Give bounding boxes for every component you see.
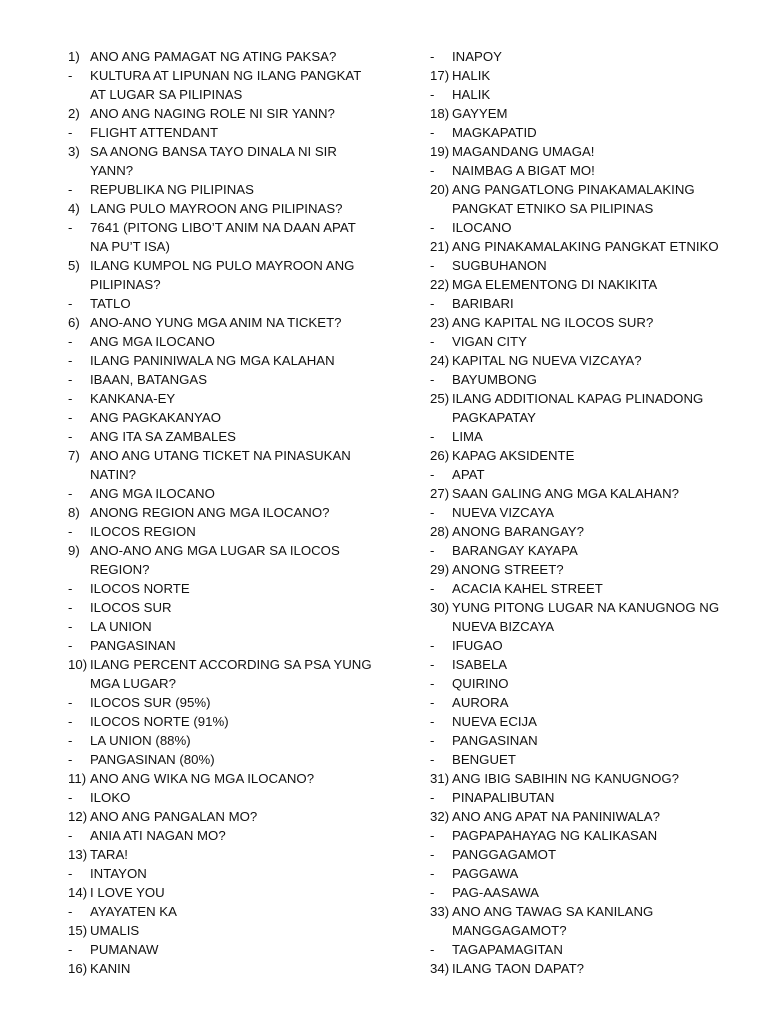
line-marker: - <box>68 410 73 425</box>
answer-line <box>430 256 750 275</box>
line-text: ILANG KUMPOL NG PULO MAYROON ANG <box>90 258 355 273</box>
answer-line <box>68 294 418 313</box>
question-line <box>68 883 418 902</box>
answer-line <box>430 674 750 693</box>
line-text: MAGANDANG UMAGA! <box>452 144 595 159</box>
line-text: TARA! <box>90 847 128 862</box>
answer-line <box>68 617 418 636</box>
continuation-line <box>68 85 418 104</box>
answer-line <box>430 85 750 104</box>
line-text: ANO-ANO ANG MGA LUGAR SA ILOCOS <box>90 543 340 558</box>
answer-line <box>430 731 750 750</box>
line-marker: - <box>430 429 435 444</box>
line-marker: - <box>68 619 73 634</box>
continuation-line <box>68 237 418 256</box>
line-marker <box>68 161 90 180</box>
line-text: APAT <box>452 467 485 482</box>
line-marker: 30) <box>430 600 450 615</box>
line-marker: - <box>430 847 435 862</box>
line-marker: - <box>430 638 435 653</box>
line-marker: - <box>430 87 435 102</box>
question-line <box>68 959 418 978</box>
question-line <box>430 142 750 161</box>
left-column <box>68 47 418 978</box>
answer-line <box>430 427 750 446</box>
line-marker: 9) <box>68 543 80 558</box>
line-text: YUNG PITONG LUGAR NA KANUGNOG NG <box>452 600 720 615</box>
answer-line <box>430 712 750 731</box>
line-marker: 28) <box>430 524 450 539</box>
line-text: NA PU’T ISA) <box>90 239 170 254</box>
question-line <box>430 180 750 199</box>
line-text: LA UNION (88%) <box>90 733 191 748</box>
line-marker: 31) <box>430 771 450 786</box>
answer-line <box>430 294 750 313</box>
line-text: TAGAPAMAGITAN <box>452 942 563 957</box>
answer-line <box>430 579 750 598</box>
line-marker <box>430 408 452 427</box>
line-marker: 33) <box>430 904 450 919</box>
line-text: HALIK <box>452 87 491 102</box>
question-line <box>68 47 418 66</box>
line-text: PANGKAT ETNIKO SA PILIPINAS <box>452 201 654 216</box>
line-text: AYAYATEN KA <box>90 904 177 919</box>
line-marker: - <box>430 733 435 748</box>
line-marker: - <box>430 372 435 387</box>
line-marker: - <box>430 676 435 691</box>
line-text: ANO ANG APAT NA PANINIWALA? <box>452 809 660 824</box>
answer-line <box>430 693 750 712</box>
question-line <box>430 351 750 370</box>
answer-line <box>68 902 418 921</box>
line-marker: 34) <box>430 961 450 976</box>
line-marker: 4) <box>68 201 80 216</box>
continuation-line <box>430 408 750 427</box>
answer-line <box>68 484 418 503</box>
line-marker: - <box>430 258 435 273</box>
line-marker: 22) <box>430 277 450 292</box>
line-marker: 18) <box>430 106 450 121</box>
answer-line <box>430 541 750 560</box>
line-text: LANG PULO MAYROON ANG PILIPINAS? <box>90 201 343 216</box>
line-text: MGA LUGAR? <box>90 676 176 691</box>
line-text: KANKANA-EY <box>90 391 176 406</box>
line-text: SAAN GALING ANG MGA KALAHAN? <box>452 486 680 501</box>
line-text: ANO ANG PANGALAN MO? <box>90 809 258 824</box>
line-marker: - <box>68 733 73 748</box>
line-marker <box>68 465 90 484</box>
line-marker: 1) <box>68 49 80 64</box>
line-text: ILOCOS NORTE (91%) <box>90 714 229 729</box>
right-column <box>430 47 750 978</box>
line-text: ANIA ATI NAGAN MO? <box>90 828 226 843</box>
line-marker: 7) <box>68 448 80 463</box>
line-marker: - <box>68 828 73 843</box>
continuation-line <box>68 674 418 693</box>
continuation-line <box>68 161 418 180</box>
line-text: SUGBUHANON <box>452 258 547 273</box>
answer-line <box>430 465 750 484</box>
line-marker: - <box>68 353 73 368</box>
answer-line <box>68 712 418 731</box>
line-marker: - <box>68 638 73 653</box>
line-text: NUEVA ECIJA <box>452 714 537 729</box>
line-text: KAPAG AKSIDENTE <box>452 448 575 463</box>
line-marker: - <box>68 182 73 197</box>
line-text: ILOCOS SUR <box>90 600 172 615</box>
line-text: PAGGAWA <box>452 866 519 881</box>
line-marker: - <box>430 505 435 520</box>
question-line <box>430 522 750 541</box>
line-marker: - <box>68 372 73 387</box>
line-marker: 16) <box>68 961 88 976</box>
line-marker: 20) <box>430 182 450 197</box>
line-marker: - <box>430 714 435 729</box>
line-marker: - <box>430 467 435 482</box>
answer-line <box>430 940 750 959</box>
line-marker: 11) <box>68 771 87 786</box>
line-marker: 24) <box>430 353 450 368</box>
line-marker: - <box>430 752 435 767</box>
line-marker: - <box>68 486 73 501</box>
line-marker: 15) <box>68 923 88 938</box>
line-text: BARANGAY KAYAPA <box>452 543 578 558</box>
answer-line <box>68 66 418 85</box>
line-marker <box>430 921 452 940</box>
line-text: PINAPALIBUTAN <box>452 790 555 805</box>
line-text: PAG-AASAWA <box>452 885 539 900</box>
question-line <box>430 484 750 503</box>
answer-line <box>68 180 418 199</box>
line-marker: 2) <box>68 106 80 121</box>
question-line <box>430 959 750 978</box>
question-line <box>68 769 418 788</box>
answer-line <box>430 47 750 66</box>
line-marker: - <box>430 543 435 558</box>
line-text: ANG PAGKAKANYAO <box>90 410 221 425</box>
line-marker: - <box>430 695 435 710</box>
line-text: AURORA <box>452 695 509 710</box>
line-marker <box>68 85 90 104</box>
line-text: REGION? <box>90 562 150 577</box>
line-marker: - <box>430 334 435 349</box>
line-text: ANG ITA SA ZAMBALES <box>90 429 236 444</box>
line-text: PAGKAPATAY <box>452 410 536 425</box>
answer-line <box>68 370 418 389</box>
line-marker: 12) <box>68 809 88 824</box>
line-text: ACACIA KAHEL STREET <box>452 581 603 596</box>
answer-line <box>68 332 418 351</box>
line-text: MAGKAPATID <box>452 125 537 140</box>
line-text: PANGGAGAMOT <box>452 847 557 862</box>
answer-line <box>430 636 750 655</box>
answer-line <box>68 940 418 959</box>
line-marker: - <box>68 790 73 805</box>
question-line <box>68 845 418 864</box>
answer-line <box>68 522 418 541</box>
line-text: INAPOY <box>452 49 502 64</box>
line-text: PAGPAPAHAYAG NG KALIKASAN <box>452 828 658 843</box>
line-marker <box>430 199 452 218</box>
answer-line <box>68 636 418 655</box>
answer-line <box>68 788 418 807</box>
answer-line <box>68 826 418 845</box>
line-marker: - <box>430 657 435 672</box>
line-text: KULTURA AT LIPUNAN NG ILANG PANGKAT <box>90 68 362 83</box>
answer-line <box>68 693 418 712</box>
line-text: LIMA <box>452 429 483 444</box>
line-marker: - <box>430 942 435 957</box>
line-text: ILOCANO <box>452 220 512 235</box>
question-line <box>68 313 418 332</box>
line-text: ANO ANG NAGING ROLE NI SIR YANN? <box>90 106 335 121</box>
question-line <box>68 142 418 161</box>
line-marker: 21) <box>430 239 450 254</box>
line-marker: 32) <box>430 809 450 824</box>
line-text: YANN? <box>90 163 134 178</box>
line-text: MGA ELEMENTONG DI NAKIKITA <box>452 277 658 292</box>
line-text: IFUGAO <box>452 638 503 653</box>
line-text: ANG IBIG SABIHIN NG KANUGNOG? <box>452 771 680 786</box>
question-line <box>430 237 750 256</box>
answer-line <box>430 123 750 142</box>
question-line <box>430 446 750 465</box>
line-marker: 3) <box>68 144 80 159</box>
line-text: ANO-ANO YUNG MGA ANIM NA TICKET? <box>90 315 342 330</box>
line-text: ANONG STREET? <box>452 562 564 577</box>
answer-line <box>68 389 418 408</box>
line-text: ILANG PERCENT ACCORDING SA PSA YUNG <box>90 657 372 672</box>
line-marker: - <box>430 828 435 843</box>
line-marker: - <box>68 429 73 444</box>
answer-line <box>68 579 418 598</box>
line-text: ANONG BARANGAY? <box>452 524 584 539</box>
line-text: NUEVA BIZCAYA <box>452 619 555 634</box>
line-text: ILANG ADDITIONAL KAPAG PLINADONG <box>452 391 704 406</box>
line-text: KAPITAL NG NUEVA VIZCAYA? <box>452 353 642 368</box>
line-text: ISABELA <box>452 657 508 672</box>
question-line <box>68 807 418 826</box>
question-line <box>430 104 750 123</box>
answer-line <box>68 598 418 617</box>
continuation-line <box>430 921 750 940</box>
line-text: MANGGAGAMOT? <box>452 923 567 938</box>
continuation-line <box>68 560 418 579</box>
line-marker: - <box>430 163 435 178</box>
line-marker <box>68 674 90 693</box>
line-text: BENGUET <box>452 752 516 767</box>
line-marker: 13) <box>68 847 88 862</box>
question-line <box>430 560 750 579</box>
answer-line <box>430 655 750 674</box>
answer-line <box>430 370 750 389</box>
line-text: ILOCOS REGION <box>90 524 196 539</box>
answer-line <box>430 750 750 769</box>
line-text: ILANG PANINIWALA NG MGA KALAHAN <box>90 353 335 368</box>
line-text: FLIGHT ATTENDANT <box>90 125 219 140</box>
question-line <box>68 256 418 275</box>
line-text: ANO ANG PAMAGAT NG ATING PAKSA? <box>90 49 337 64</box>
line-text: ANG MGA ILOCANO <box>90 486 215 501</box>
line-marker <box>68 237 90 256</box>
line-text: ILOKO <box>90 790 131 805</box>
line-text: LA UNION <box>90 619 152 634</box>
line-text: ANG PINAKAMALAKING PANGKAT ETNIKO <box>452 239 719 254</box>
line-marker: 10) <box>68 657 88 672</box>
question-line <box>430 275 750 294</box>
line-marker: - <box>68 942 73 957</box>
line-text: ANG KAPITAL NG ILOCOS SUR? <box>452 315 654 330</box>
line-marker: 6) <box>68 315 80 330</box>
line-marker: - <box>430 49 435 64</box>
continuation-line <box>430 617 750 636</box>
line-marker <box>68 560 90 579</box>
line-marker: 27) <box>430 486 450 501</box>
question-line <box>68 655 418 674</box>
line-marker: - <box>68 752 73 767</box>
line-marker: - <box>68 904 73 919</box>
continuation-line <box>68 465 418 484</box>
answer-line <box>430 864 750 883</box>
line-marker: 8) <box>68 505 80 520</box>
line-marker: 25) <box>430 391 450 406</box>
line-text: NUEVA VIZCAYA <box>452 505 555 520</box>
question-line <box>68 199 418 218</box>
line-marker: - <box>430 790 435 805</box>
answer-line <box>430 503 750 522</box>
line-text: KANIN <box>90 961 131 976</box>
line-text: IBAAN, BATANGAS <box>90 372 208 387</box>
line-marker: - <box>68 125 73 140</box>
answer-line <box>430 845 750 864</box>
answer-line <box>430 332 750 351</box>
line-text: ILOCOS NORTE <box>90 581 190 596</box>
line-marker: 14) <box>68 885 88 900</box>
line-marker: - <box>430 220 435 235</box>
answer-line <box>68 218 418 237</box>
line-text: NATIN? <box>90 467 137 482</box>
line-text: UMALIS <box>90 923 140 938</box>
line-marker: - <box>430 885 435 900</box>
answer-line <box>430 161 750 180</box>
answer-line <box>68 731 418 750</box>
line-text: INTAYON <box>90 866 147 881</box>
line-text: ILOCOS SUR (95%) <box>90 695 211 710</box>
line-marker: - <box>430 125 435 140</box>
line-text: ANO ANG UTANG TICKET NA PINASUKAN <box>90 448 351 463</box>
line-marker: 26) <box>430 448 450 463</box>
answer-line <box>68 351 418 370</box>
answer-line <box>68 427 418 446</box>
question-line <box>68 503 418 522</box>
line-text: PANGASINAN <box>90 638 176 653</box>
question-line <box>430 313 750 332</box>
line-text: ILANG TAON DAPAT? <box>452 961 584 976</box>
line-marker: 5) <box>68 258 80 273</box>
line-text: AT LUGAR SA PILIPINAS <box>90 87 243 102</box>
line-text: ANO ANG WIKA NG MGA ILOCANO? <box>90 771 315 786</box>
line-marker: - <box>68 220 73 235</box>
line-marker <box>68 275 90 294</box>
line-marker <box>430 617 452 636</box>
line-text: ANONG REGION ANG MGA ILOCANO? <box>90 505 330 520</box>
line-marker: - <box>430 866 435 881</box>
question-line <box>430 807 750 826</box>
continuation-line <box>430 199 750 218</box>
line-text: 7641 (PITONG LIBO’T ANIM NA DAAN APAT <box>90 220 356 235</box>
line-marker: - <box>68 600 73 615</box>
answer-line <box>68 123 418 142</box>
question-line <box>68 541 418 560</box>
answer-line <box>430 788 750 807</box>
line-text: HALIK <box>452 68 491 83</box>
line-text: ANG MGA ILOCANO <box>90 334 215 349</box>
line-marker: - <box>68 391 73 406</box>
line-marker: 19) <box>430 144 450 159</box>
line-marker: - <box>68 866 73 881</box>
line-marker: - <box>430 296 435 311</box>
line-marker: - <box>68 68 73 83</box>
question-line <box>430 66 750 85</box>
line-text: PANGASINAN (80%) <box>90 752 215 767</box>
line-text: VIGAN CITY <box>452 334 527 349</box>
line-text: I LOVE YOU <box>90 885 165 900</box>
line-marker: - <box>68 296 73 311</box>
line-text: BARIBARI <box>452 296 514 311</box>
line-marker: - <box>68 714 73 729</box>
line-marker: 29) <box>430 562 450 577</box>
line-marker: 23) <box>430 315 450 330</box>
line-text: ANG PANGATLONG PINAKAMALAKING <box>452 182 695 197</box>
line-text: PUMANAW <box>90 942 159 957</box>
answer-line <box>68 864 418 883</box>
question-line <box>430 598 750 617</box>
continuation-line <box>68 275 418 294</box>
line-text: REPUBLIKA NG PILIPINAS <box>90 182 254 197</box>
question-line <box>430 389 750 408</box>
answer-line <box>430 826 750 845</box>
answer-line <box>68 408 418 427</box>
line-marker: 17) <box>430 68 450 83</box>
answer-line <box>68 750 418 769</box>
answer-line <box>430 218 750 237</box>
line-marker: - <box>68 334 73 349</box>
question-line <box>68 104 418 123</box>
line-text: BAYUMBONG <box>452 372 537 387</box>
line-text: TATLO <box>90 296 131 311</box>
line-text: GAYYEM <box>452 106 508 121</box>
answer-line <box>430 883 750 902</box>
line-text: SA ANONG BANSA TAYO DINALA NI SIR <box>90 144 337 159</box>
question-line <box>68 921 418 940</box>
line-text: PILIPINAS? <box>90 277 161 292</box>
question-line <box>68 446 418 465</box>
line-marker: - <box>68 695 73 710</box>
question-line <box>430 769 750 788</box>
line-text: ANO ANG TAWAG SA KANILANG <box>452 904 654 919</box>
line-text: NAIMBAG A BIGAT MO! <box>452 163 595 178</box>
line-marker: - <box>68 581 73 596</box>
question-line <box>430 902 750 921</box>
line-marker: - <box>430 581 435 596</box>
line-text: QUIRINO <box>452 676 509 691</box>
line-text: PANGASINAN <box>452 733 538 748</box>
line-marker: - <box>68 524 73 539</box>
